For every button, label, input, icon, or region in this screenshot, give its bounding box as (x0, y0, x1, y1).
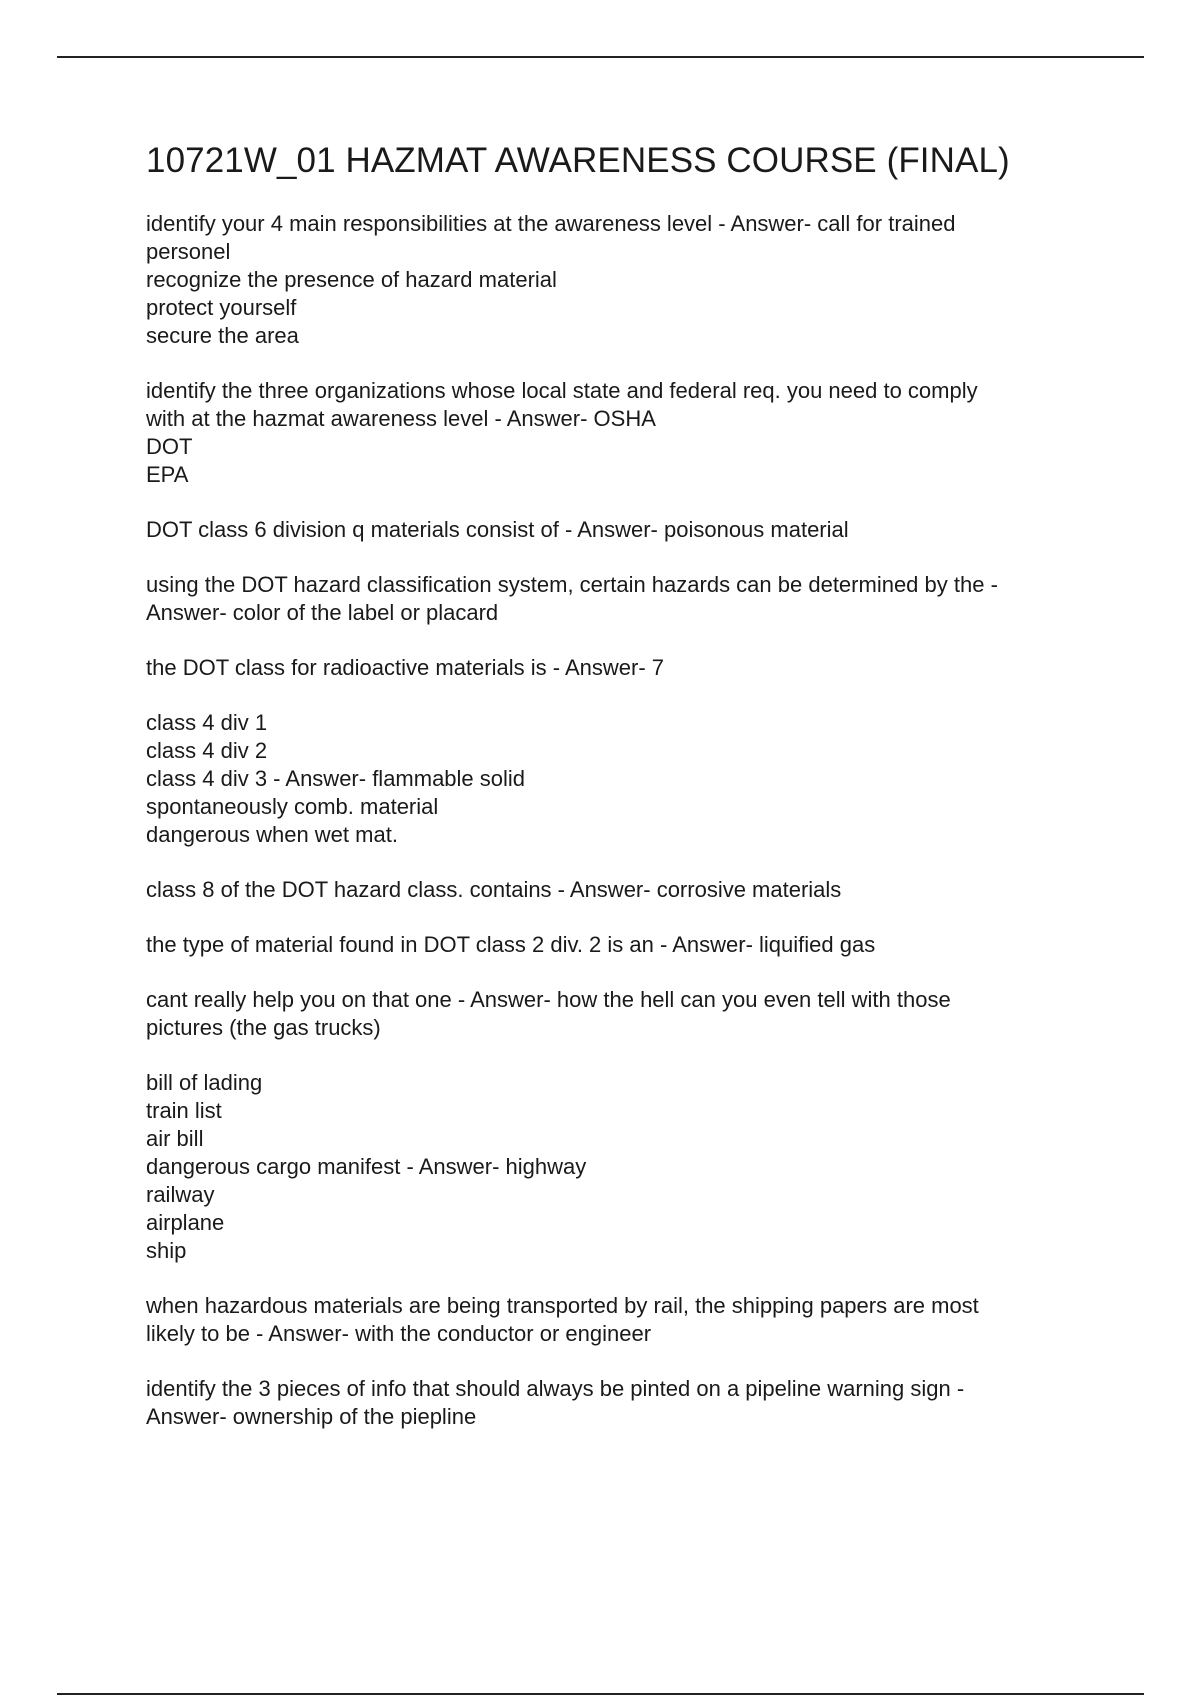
qa-line: airplane (146, 1210, 225, 1235)
qa-line: Answer- color of the label or placard (146, 600, 499, 625)
qa-line: using the DOT hazard classification system, certain hazards can be determined by the - (146, 572, 998, 597)
qa-line: the DOT class for radioactive materials is - Answer- 7 (146, 655, 664, 680)
document-page (146, 140, 1086, 1458)
qa-block (146, 571, 1086, 627)
qa-line: protect yourself (146, 295, 297, 320)
qa-block (146, 1069, 1086, 1265)
qa-line: class 8 of the DOT hazard class. contains - Answer- corrosive materials (146, 877, 842, 902)
qa-line: class 4 div 1 (146, 710, 268, 735)
document-title: 10721W_01 HAZMAT AWARENESS COURSE (FINAL) (146, 141, 1010, 180)
qa-line: cant really help you on that one - Answer- how the hell can you even tell with those (146, 987, 951, 1012)
qa-block (146, 876, 1086, 904)
qa-line: dangerous cargo manifest - Answer- highway (146, 1154, 587, 1179)
qa-line: recognize the presence of hazard material (146, 267, 557, 292)
qa-line: likely to be - Answer- with the conductor or engineer (146, 1321, 652, 1346)
qa-line: railway (146, 1182, 215, 1207)
qa-block (146, 210, 1086, 350)
qa-line: identify the 3 pieces of info that should always be pinted on a pipeline warning sign - (146, 1376, 965, 1401)
qa-block (146, 931, 1086, 959)
header-divider (57, 56, 1144, 58)
qa-block (146, 654, 1086, 682)
qa-line: spontaneously comb. material (146, 794, 439, 819)
qa-block (146, 709, 1086, 849)
qa-line: pictures (the gas trucks) (146, 1015, 381, 1040)
qa-line: the type of material found in DOT class 2 div. 2 is an - Answer- liquified gas (146, 932, 876, 957)
qa-block (146, 377, 1086, 489)
qa-line: dangerous when wet mat. (146, 822, 398, 847)
qa-line: Answer- ownership of the piepline (146, 1404, 477, 1429)
qa-line: when hazardous materials are being transported by rail, the shipping papers are most (146, 1293, 979, 1318)
qa-line: DOT (146, 434, 193, 459)
footer-divider (57, 1693, 1144, 1695)
qa-line: with at the hazmat awareness level - Answer- OSHA (146, 406, 656, 431)
qa-line: class 4 div 2 (146, 738, 268, 763)
qa-line: DOT class 6 division q materials consist of - Answer- poisonous material (146, 517, 849, 542)
qa-line: identify the three organizations whose local state and federal req. you need to comply (146, 378, 978, 403)
qa-block (146, 1292, 1086, 1348)
qa-block (146, 516, 1086, 544)
qa-line: personel (146, 239, 231, 264)
qa-line: air bill (146, 1126, 204, 1151)
qa-line: identify your 4 main responsibilities at the awareness level - Answer- call for trained (146, 211, 956, 236)
qa-line: secure the area (146, 323, 299, 348)
qa-block (146, 986, 1086, 1042)
qa-line: EPA (146, 462, 189, 487)
qa-line: ship (146, 1238, 187, 1263)
qa-line: bill of lading (146, 1070, 263, 1095)
qa-line: class 4 div 3 - Answer- flammable solid (146, 766, 526, 791)
qa-list (146, 210, 1086, 1431)
qa-line: train list (146, 1098, 222, 1123)
qa-block (146, 1375, 1086, 1431)
